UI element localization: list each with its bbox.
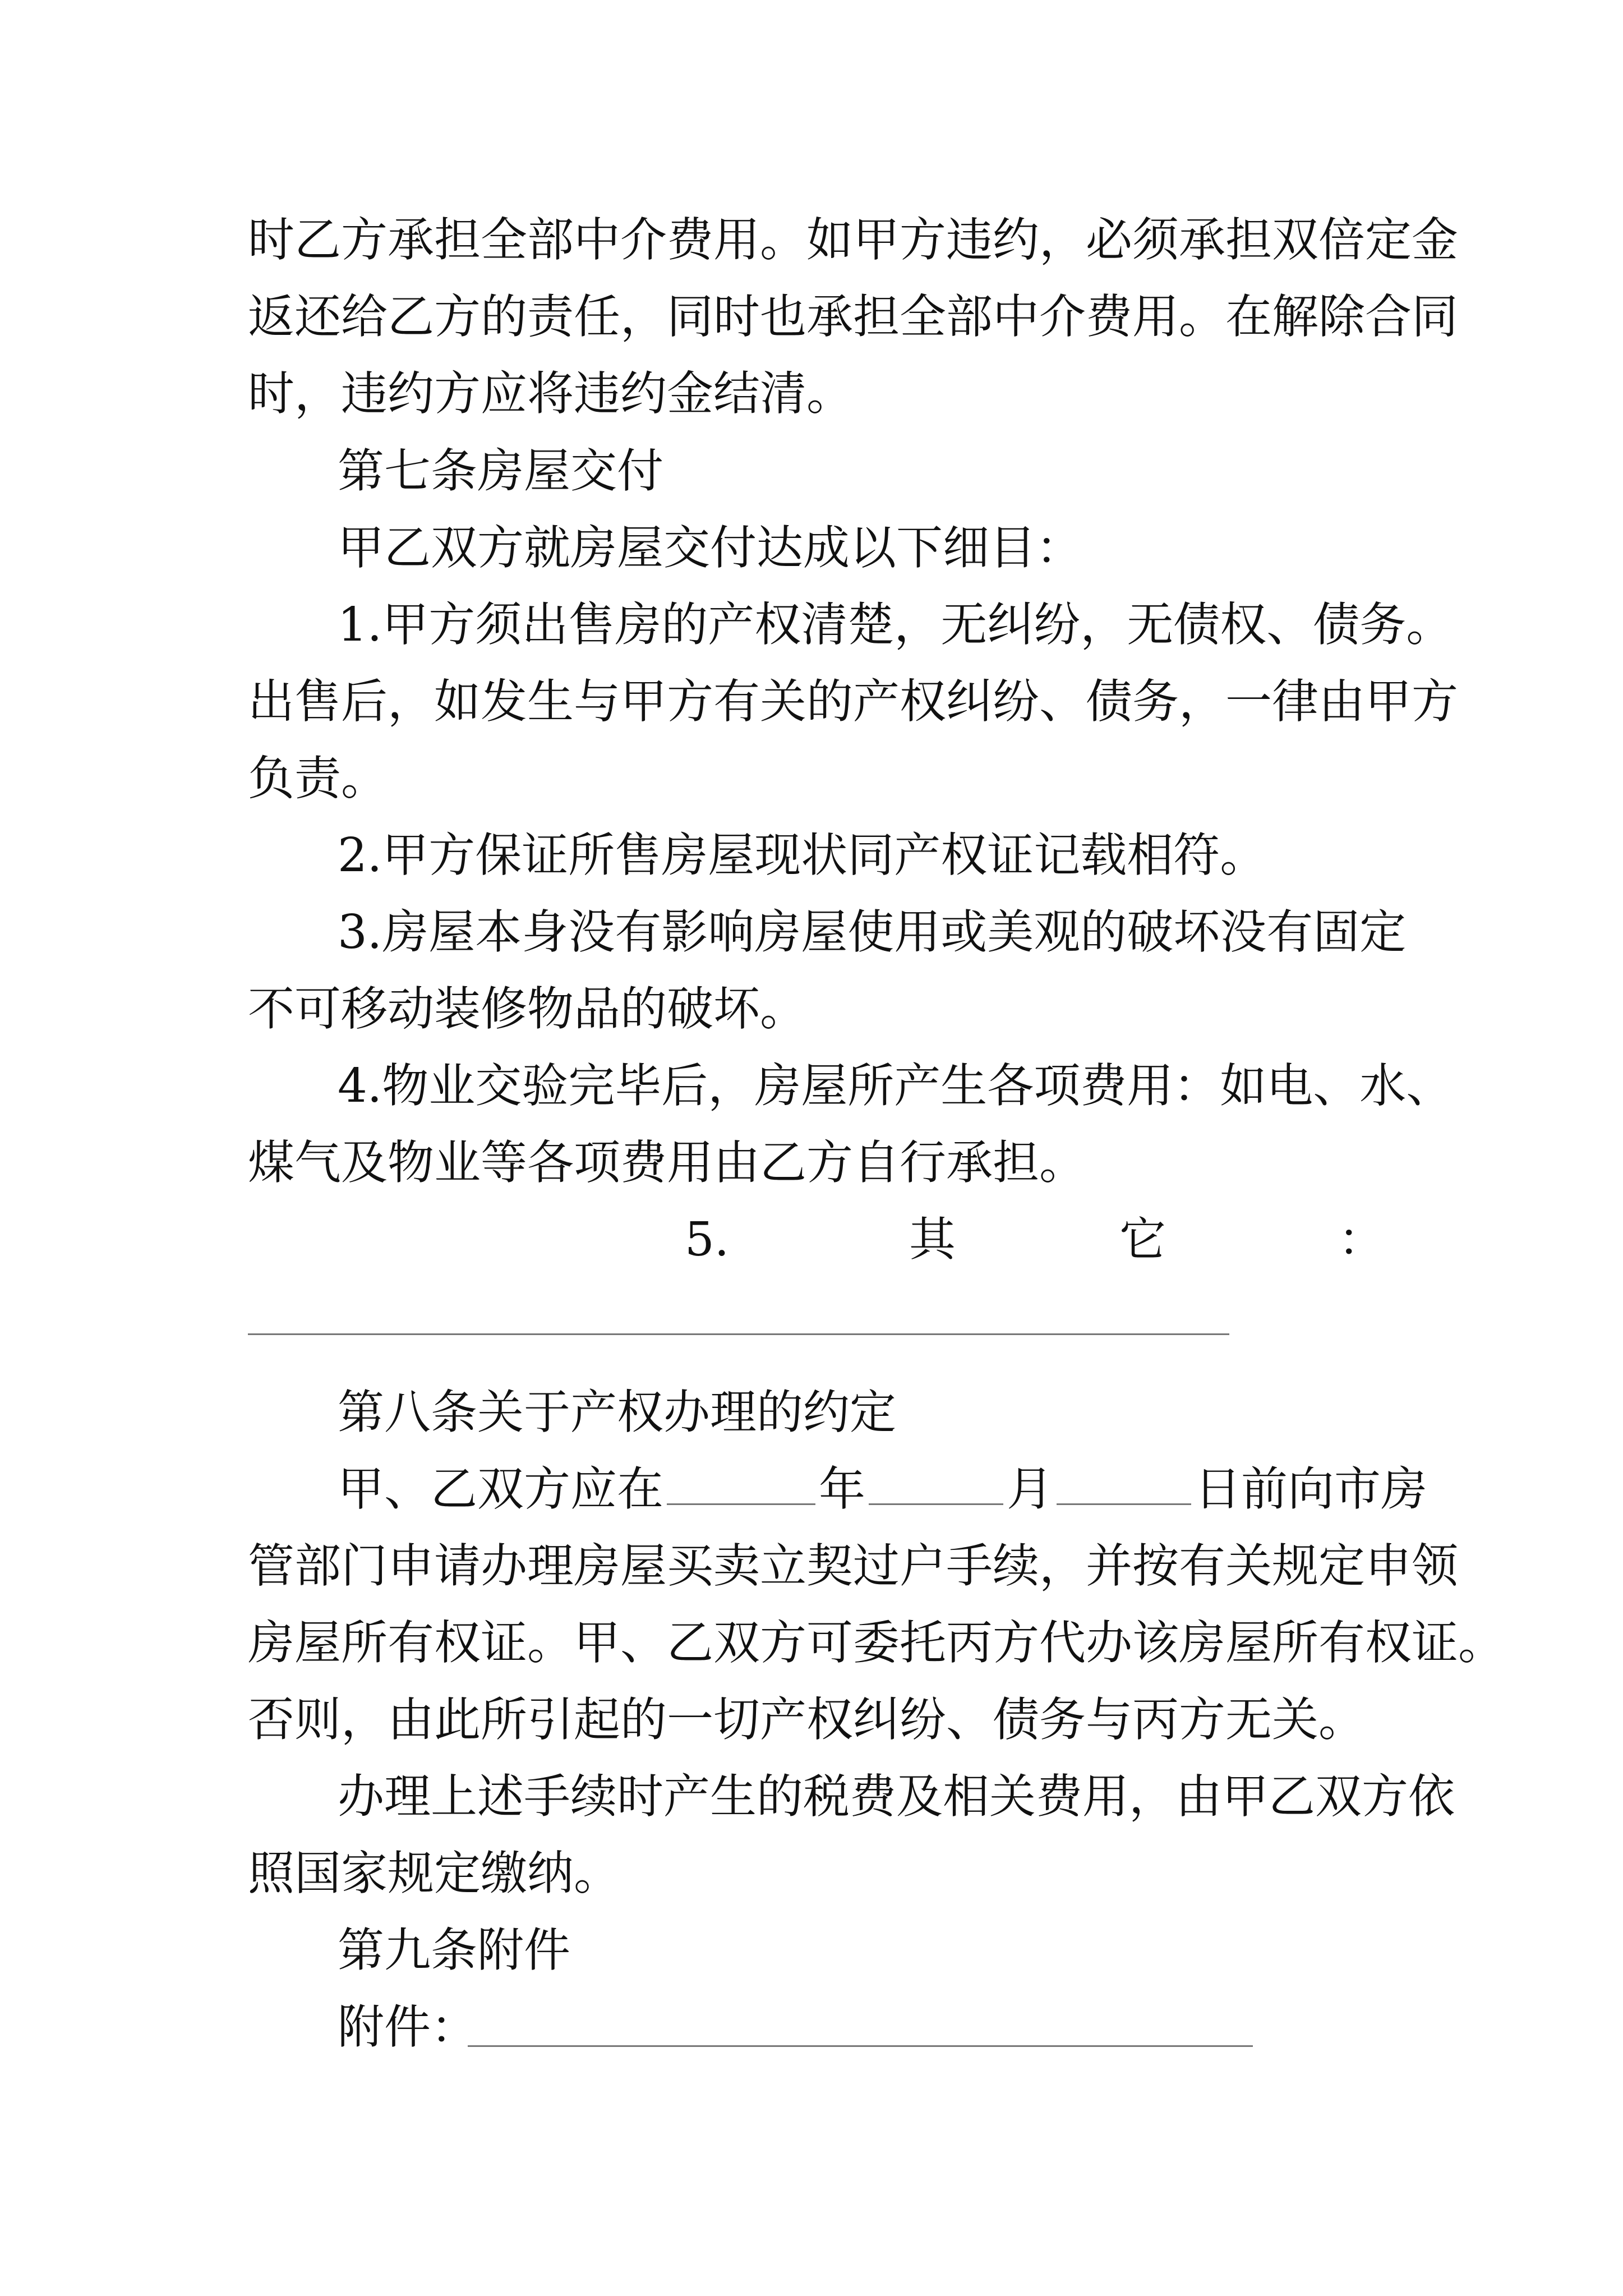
article-7-item-1-line-2: 出售后，如发生与甲方有关的产权纠纷、债务，一律由甲方	[248, 674, 1458, 729]
article-7-item-5	[248, 1212, 1386, 1268]
article-7-item-2: 2.甲方保证所售房屋现状同产权证记载相符。	[338, 828, 1267, 882]
item-5-colon: ：	[1338, 1212, 1385, 1267]
article-8-para-1-line-2: 管部门申请办理房屋买卖立契过户手续，并按有关规定申领	[248, 1539, 1458, 1593]
article-7-item-4-line-1: 4.物业交验完毕后，房屋所产生各项费用：如电、水、	[338, 1059, 1453, 1113]
article-8-heading: 第八条关于产权办理的约定	[338, 1385, 896, 1439]
article-7-item-1-line-1: 1.甲方须出售房的产权清楚，无纠纷，无债权、债务。	[338, 597, 1453, 652]
attachment-label: 附件：	[338, 2000, 477, 2054]
item-5-fill-in-line	[248, 1333, 1229, 1335]
article-8-deadline-start: 甲、乙双方应在	[338, 1462, 663, 1516]
day-blank	[1057, 1464, 1191, 1505]
article-9-heading: 第九条附件	[338, 1923, 570, 1977]
breach-paragraph-line-2: 返还给乙方的责任，同时也承担全部中介费用。在解除合同	[248, 289, 1458, 344]
article-8-para-1-line-3: 房屋所有权证。甲、乙双方可委托丙方代办该房屋所有权证。	[248, 1616, 1505, 1670]
article-8-para-2-line-2: 照国家规定缴纳。	[248, 1846, 620, 1901]
article-8-para-1-line-4: 否则，由此所引起的一切产权纠纷、债务与丙方无关。	[248, 1692, 1365, 1747]
article-7-intro: 甲乙双方就房屋交付达成以下细目：	[338, 521, 1082, 575]
item-5-char-2: 它	[1119, 1212, 1166, 1267]
item-5-char-1: 其	[909, 1212, 956, 1267]
month-blank	[869, 1464, 1003, 1505]
article-8-para-2-line-1: 办理上述手续时产生的税费及相关费用，由甲乙双方依	[338, 1769, 1455, 1824]
year-blank	[667, 1464, 815, 1505]
breach-paragraph-line-3: 时，违约方应将违约金结清。	[248, 366, 853, 421]
article-8-deadline-end: 日前向市房	[1195, 1462, 1427, 1516]
item-5-number: 5.	[685, 1212, 730, 1267]
article-7-item-1-line-3: 负责。	[248, 751, 388, 806]
article-7-heading: 第七条房屋交付	[338, 444, 663, 498]
attachment-fill-in-line	[468, 2045, 1253, 2047]
article-7-item-3-line-2: 不可移动装修物品的破坏。	[248, 982, 806, 1036]
article-8-para-1-line-1	[338, 1461, 1427, 1517]
article-7-item-3-line-1: 3.房屋本身没有影响房屋使用或美观的破坏没有固定	[338, 905, 1407, 959]
breach-paragraph-line-1: 时乙方承担全部中介费用。如甲方违约，必须承担双倍定金	[248, 213, 1458, 267]
article-7-item-4-line-2: 煤气及物业等各项费用由乙方自行承担。	[248, 1135, 1086, 1190]
year-label: 年	[819, 1462, 865, 1516]
month-label: 月	[1007, 1462, 1053, 1516]
